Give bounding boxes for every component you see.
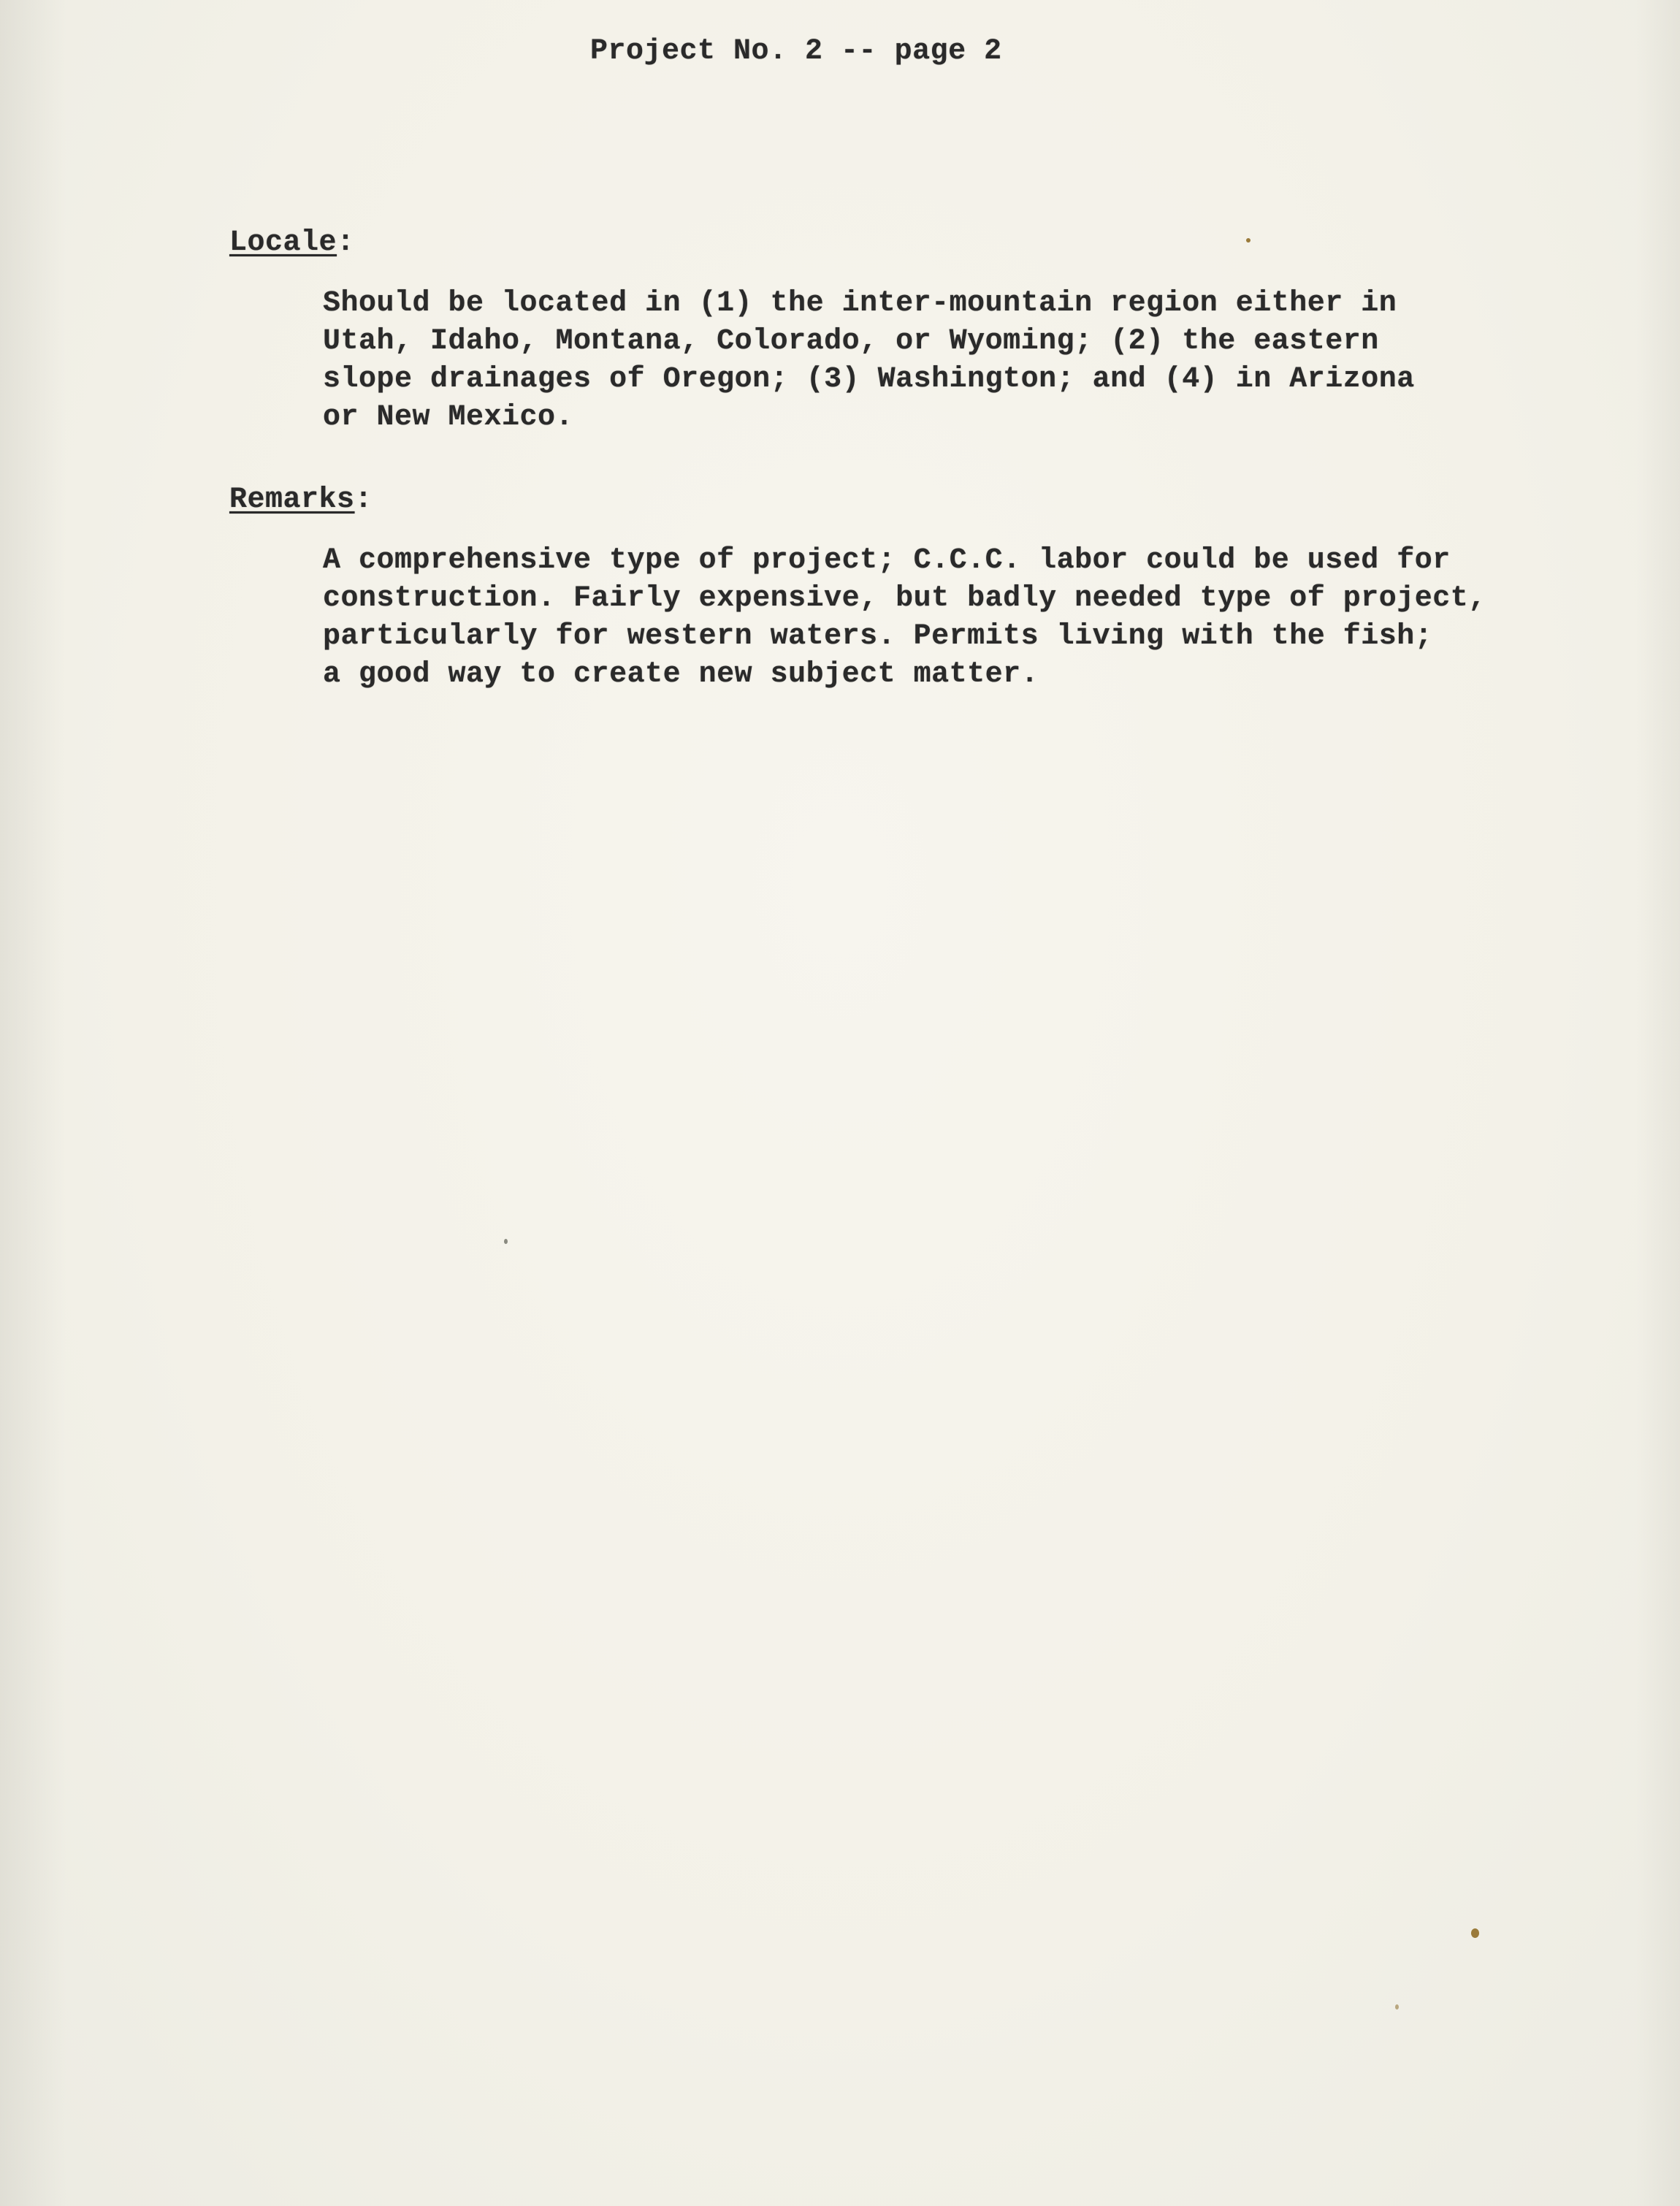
locale-heading: [229, 226, 355, 259]
remarks-line: a good way to create new subject matter.: [323, 658, 1039, 691]
page-header: Project No. 2 -- page 2: [590, 35, 1002, 68]
remarks-line: particularly for western waters. Permits living with the fish;: [323, 620, 1433, 653]
locale-heading-label: Locale: [229, 226, 337, 259]
locale-paragraph: [323, 285, 1415, 437]
locale-line: Should be located in (1) the inter-mountain region either in: [323, 287, 1397, 320]
locale-heading-colon: :: [337, 226, 355, 259]
locale-line: Utah, Idaho, Montana, Colorado, or Wyoming; (2) the eastern: [323, 325, 1379, 358]
remarks-paragraph: [323, 542, 1486, 694]
paper-speck: [1471, 1928, 1479, 1938]
paper-speck: [504, 1239, 508, 1244]
remarks-line: construction. Fairly expensive, but badly needed type of project,: [323, 582, 1486, 615]
remarks-heading-colon: :: [354, 484, 373, 516]
locale-line: slope drainages of Oregon; (3) Washington; and (4) in Arizona: [323, 363, 1415, 396]
page-edge-shadow-right: [1636, 0, 1680, 2206]
locale-line: or New Mexico.: [323, 401, 574, 434]
remarks-line: A comprehensive type of project; C.C.C. labor could be used for: [323, 544, 1451, 577]
page-edge-shadow-left: [0, 0, 66, 2206]
paper-speck: [1395, 2004, 1399, 2010]
paper-speck: [1246, 238, 1251, 243]
remarks-heading-label: Remarks: [229, 484, 355, 516]
remarks-heading: [229, 484, 373, 516]
